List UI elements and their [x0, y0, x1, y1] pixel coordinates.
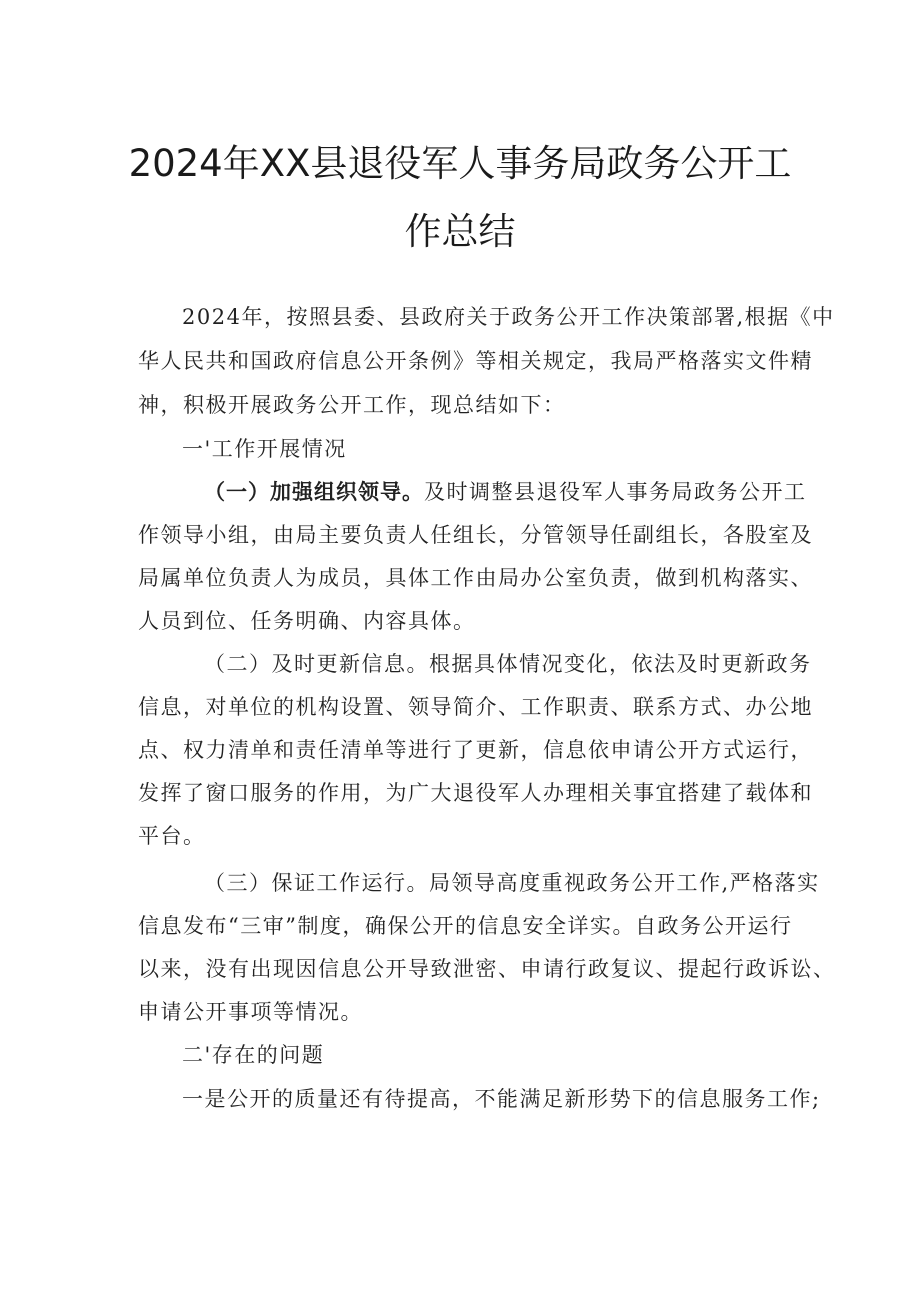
paragraph-line: 华人民共和国政府信息公开条例》等相关规定，我局严格落实文件精 — [138, 349, 813, 373]
paragraph-line: 发挥了窗口服务的作用，为广大退役军人办理相关事宜搭建了载体和 — [138, 781, 813, 805]
document-title-line-1: 2024年XX县退役军人事务局政务公开工 — [128, 142, 792, 185]
paragraph-line: 点、权力清单和责任清单等进行了更新，信息依申请公开方式运行， — [138, 738, 813, 762]
section-heading: 二'存在的问题 — [182, 1043, 325, 1067]
paragraph-line — [204, 477, 807, 507]
paragraph-line: （二）及时更新信息。根据具体情况变化，依法及时更新政务 — [204, 652, 812, 676]
paragraph-line: 作领导小组，由局主要负责人任组长，分管领导任副组长，各股室及 — [138, 523, 813, 547]
section-heading: 一'工作开展情况 — [182, 437, 347, 461]
item-text: 及时调整县退役军人事务局政务公开工 — [424, 480, 807, 504]
paragraph-line: 信息发布“三审”制度，确保公开的信息安全详实。自政务公开运行 — [138, 914, 793, 938]
paragraph-line: 神，积极开展政务公开工作，现总结如下： — [138, 393, 566, 417]
paragraph-line: 2024年，按照县委、县政府关于政务公开工作决策部署,根据《中 — [182, 305, 835, 329]
paragraph-line: 平台。 — [138, 824, 206, 848]
paragraph-line: 以来，没有出现因信息公开导致泄密、申请行政复议、提起行政诉讼、 — [138, 957, 836, 981]
paragraph-line: 申请公开事项等情况。 — [138, 1000, 363, 1024]
document-title-line-2: 作总结 — [404, 210, 516, 253]
paragraph-line: 局属单位负责人为成员，具体工作由局办公室负责，做到机构落实、 — [138, 566, 813, 590]
item-lead: （一）加强组织领导。 — [204, 480, 424, 504]
paragraph-line: 信息，对单位的机构设置、领导简介、工作职责、联系方式、办公地 — [138, 695, 813, 719]
paragraph-line: 一是公开的质量还有待提高，不能满足新形势下的信息服务工作; — [182, 1087, 821, 1111]
paragraph-line: 人员到位、任务明确、内容具体。 — [138, 609, 476, 633]
paragraph-line: （三）保证工作运行。局领导高度重视政务公开工作,严格落实 — [204, 871, 820, 895]
